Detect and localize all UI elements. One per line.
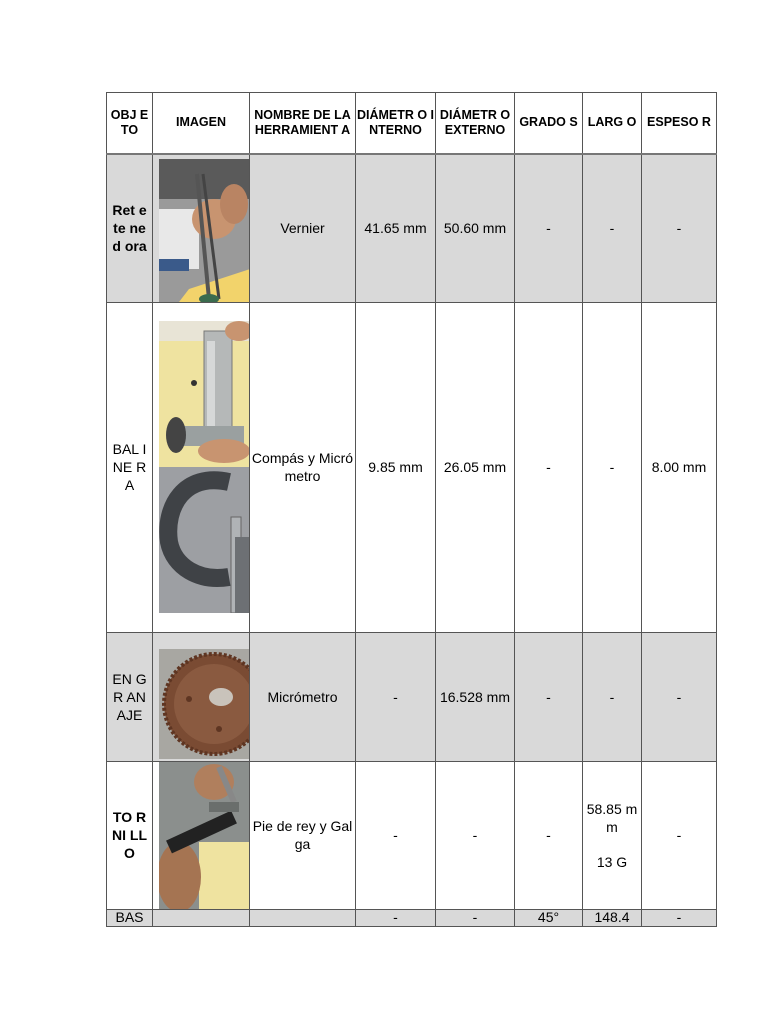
diametro-externo-value: 16.528 mm bbox=[436, 632, 515, 761]
diametro-externo-value: - bbox=[436, 761, 515, 909]
tool-name: Micrómetro bbox=[250, 632, 356, 761]
largo-mm: 58.85 mm bbox=[586, 800, 638, 835]
espesor-value: - bbox=[642, 909, 717, 926]
header-espesor: ESPESO R bbox=[642, 93, 717, 154]
photo-tornillo bbox=[159, 762, 250, 909]
object-name: Ret ete ned ora bbox=[107, 154, 153, 303]
diametro-externo-value: 26.05 mm bbox=[436, 302, 515, 632]
espesor-value: - bbox=[642, 761, 717, 909]
photo-micrometro-balinera bbox=[159, 467, 250, 613]
espesor-value: - bbox=[642, 632, 717, 761]
largo-galga: 13 G bbox=[596, 853, 628, 870]
tool-name: Vernier bbox=[250, 154, 356, 303]
table-row bbox=[107, 909, 717, 926]
header-nombre: NOMBRE DE LA HERRAMIENT A bbox=[250, 93, 356, 154]
diametro-interno-value: - bbox=[356, 909, 436, 926]
largo-value bbox=[583, 761, 642, 909]
grados-value: - bbox=[515, 632, 583, 761]
diametro-interno-value: 41.65 mm bbox=[356, 154, 436, 303]
object-name: BAL INE RA bbox=[107, 302, 153, 632]
espesor-value: - bbox=[642, 154, 717, 303]
header-row bbox=[107, 93, 717, 154]
header-imagen: IMAGEN bbox=[153, 93, 250, 154]
table-row bbox=[107, 302, 717, 632]
diametro-externo-value: 50.60 mm bbox=[436, 154, 515, 303]
image-cell bbox=[153, 632, 250, 761]
grados-value: - bbox=[515, 154, 583, 303]
photo-engranaje bbox=[159, 649, 250, 759]
diametro-interno-value: 9.85 mm bbox=[356, 302, 436, 632]
largo-value: - bbox=[583, 632, 642, 761]
header-diametro-externo: DIÁMETR O EXTERNO bbox=[436, 93, 515, 154]
grados-value: - bbox=[515, 761, 583, 909]
measurements-table bbox=[106, 92, 717, 927]
image-cell bbox=[153, 761, 250, 909]
object-name: EN GR AN AJE bbox=[107, 632, 153, 761]
tool-name: Compás y Micrómetro bbox=[250, 302, 356, 632]
espesor-value: 8.00 mm bbox=[642, 302, 717, 632]
image-cell bbox=[153, 154, 250, 303]
largo-value: - bbox=[583, 154, 642, 303]
photo-compas-balinera bbox=[159, 321, 250, 467]
diametro-interno-value: - bbox=[356, 761, 436, 909]
table-row bbox=[107, 154, 717, 303]
diametro-interno-value: - bbox=[356, 632, 436, 761]
table-row bbox=[107, 632, 717, 761]
largo-value: 148.4 bbox=[583, 909, 642, 926]
object-name: TO RNI LLO bbox=[107, 761, 153, 909]
image-cell bbox=[153, 302, 250, 632]
largo-value: - bbox=[583, 302, 642, 632]
grados-value: 45° bbox=[515, 909, 583, 926]
header-largo: LARG O bbox=[583, 93, 642, 154]
image-cell bbox=[153, 909, 250, 926]
tool-name bbox=[250, 909, 356, 926]
header-grados: GRADO S bbox=[515, 93, 583, 154]
header-objeto: OBJ ETO bbox=[107, 93, 153, 154]
header-diametro-interno: DIÁMETR O INTERNO bbox=[356, 93, 436, 154]
tool-name: Pie de rey y Galga bbox=[250, 761, 356, 909]
grados-value: - bbox=[515, 302, 583, 632]
object-name: BAS bbox=[107, 909, 153, 926]
photo-vernier-retenedora bbox=[159, 159, 250, 302]
diametro-externo-value: - bbox=[436, 909, 515, 926]
table-row bbox=[107, 761, 717, 909]
